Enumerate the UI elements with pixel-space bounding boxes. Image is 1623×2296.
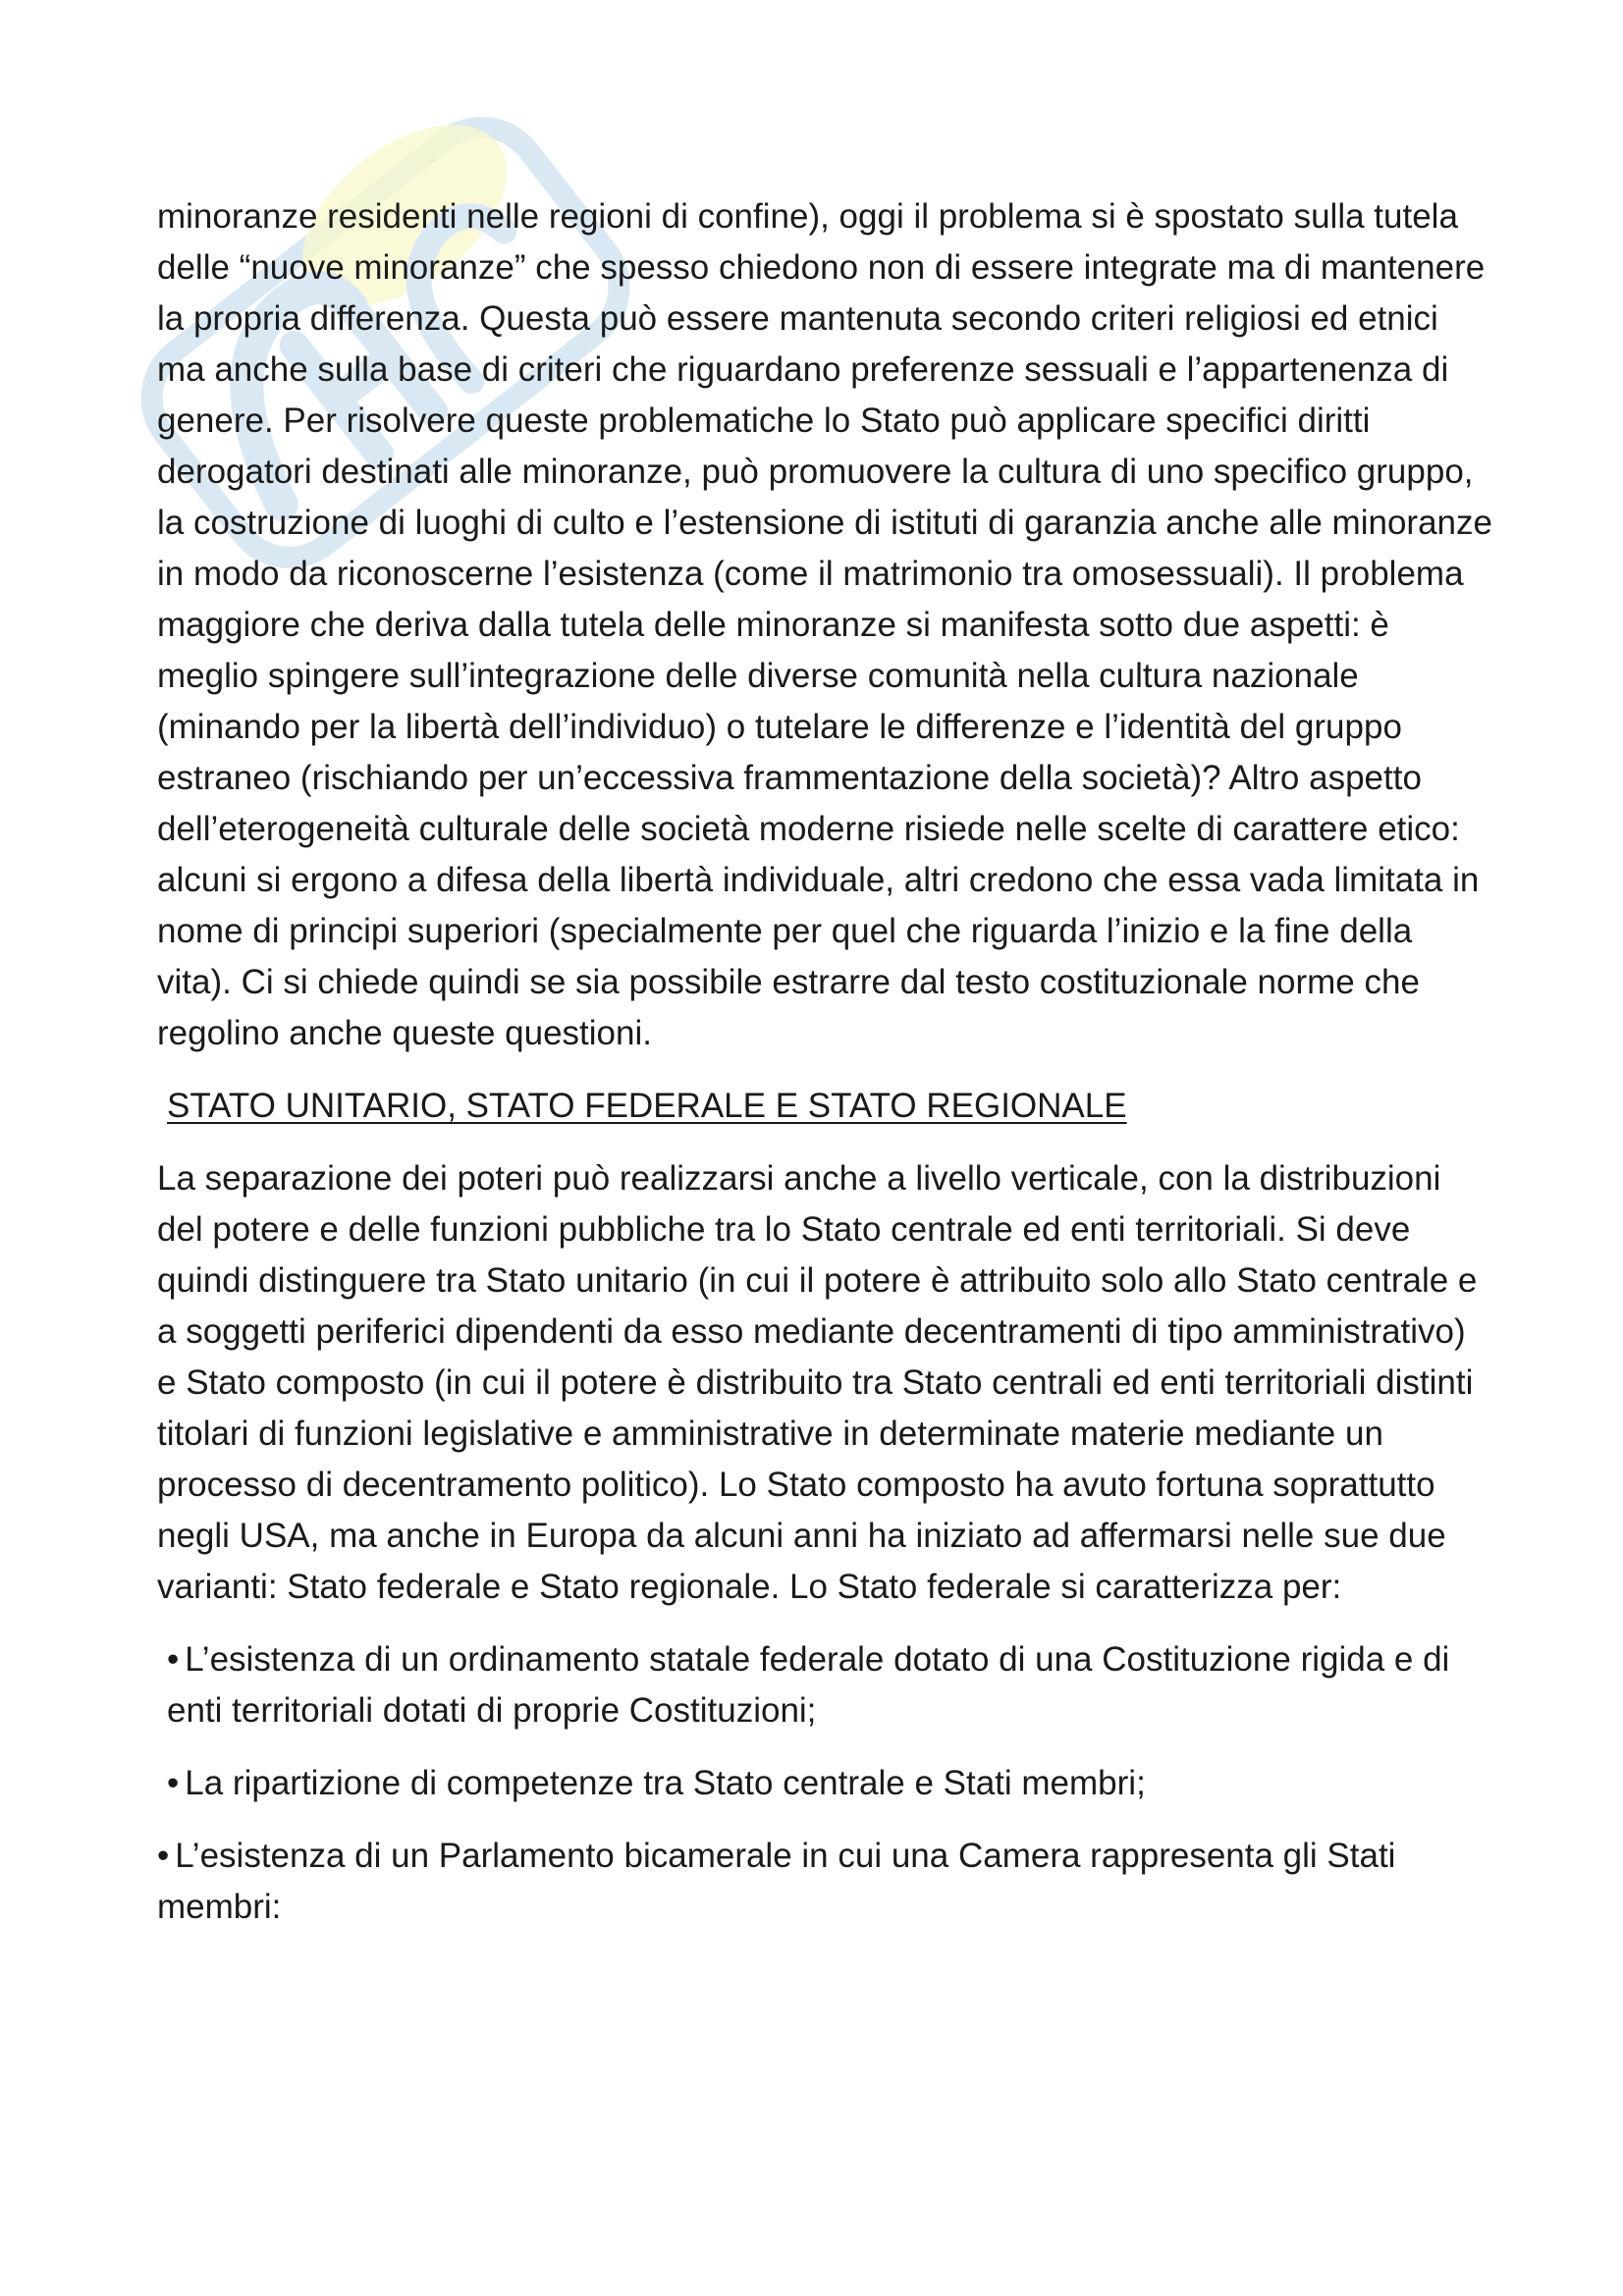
bullet-dot: • <box>167 1640 180 1679</box>
bullet-text: L’esistenza di un Parlamento bicamerale in cui una Camera rappresenta gli Stati membri: <box>157 1837 1396 1926</box>
bullet-item <box>157 1831 1492 1933</box>
section-heading-text: STATO UNITARIO, STATO FEDERALE E STATO REGIONALE <box>167 1087 1127 1125</box>
paragraph-minoranze: minoranze residenti nelle regioni di confine), oggi il problema si è spostato sulla tutela delle “nuove minoranze” che spesso chiedono non di essere integrate ma di mantenere la propria differenza. Questa può essere mantenuta secondo criteri religiosi ed etnici ma anche sulla base di criteri che riguardano preferenze sessuali e l’appartenenza di genere. Per risolvere queste problematiche lo Stato può applicare specifici diritti derogatori destinati alle minoranze, può promuovere la cultura di uno specifico gruppo, la costruzione di luoghi di culto e l’estensione di istituti di garanzia anche alle minoranze in modo da riconoscerne l’esistenza (come il matrimonio tra omosessuali). Il problema maggiore che deriva dalla tutela delle minoranze si manifesta sotto due aspetti: è meglio spingere sull’integrazione delle diverse comunità nella cultura nazionale (minando per la libertà dell’individuo) o tutelare le differenze e l’identità del gruppo estraneo (rischiando per un’eccessiva frammentazione della società)? Altro aspetto dell’eterogeneità culturale delle società moderne risiede nelle scelte di carattere etico: alcuni si ergono a difesa della libertà individuale, altri credono che essa vada limitata in nome di principi superiori (specialmente per quel che riguarda l’inizio e la fine della vita). Ci si chiede quindi se sia possibile estrarre dal testo costituzionale norme che regolino anche queste questioni. <box>157 197 1492 1052</box>
bullet-dot: • <box>167 1764 180 1802</box>
document-page <box>157 191 1492 1933</box>
bullet-text: L’esistenza di un ordinamento statale federale dotato di una Costituzione rigida e di enti territoriali dotati di proprie Costituzioni; <box>167 1640 1450 1730</box>
bullet-text: La ripartizione di competenze tra Stato centrale e Stati membri; <box>185 1764 1146 1802</box>
paragraph-separazione-poteri: La separazione dei poteri può realizzarsi anche a livello verticale, con la distribuzioni del potere e delle funzioni pubbliche tra lo Stato centrale ed enti territoriali. Si deve quindi distinguere tra Stato unitario (in cui il potere è attribuito solo allo Stato centrale e a soggetti periferici dipendenti da esso mediante decentramenti di tipo amministrativo) e Stato composto (in cui il potere è distribuito tra Stato centrali ed enti territoriali distinti titolari di funzioni legislative e amministrative in determinate materie mediante un processo di decentramento politico). Lo Stato composto ha avuto fortuna soprattutto negli USA, ma anche in Europa da alcuni anni ha iniziato ad affermarsi nelle sue due varianti: Stato federale e Stato regionale. Lo Stato federale si caratterizza per: <box>157 1159 1478 1606</box>
bullet-item <box>157 1758 1492 1809</box>
bullet-item <box>157 1634 1492 1736</box>
section-heading <box>157 1081 1492 1132</box>
bullet-dot: • <box>157 1837 170 1875</box>
